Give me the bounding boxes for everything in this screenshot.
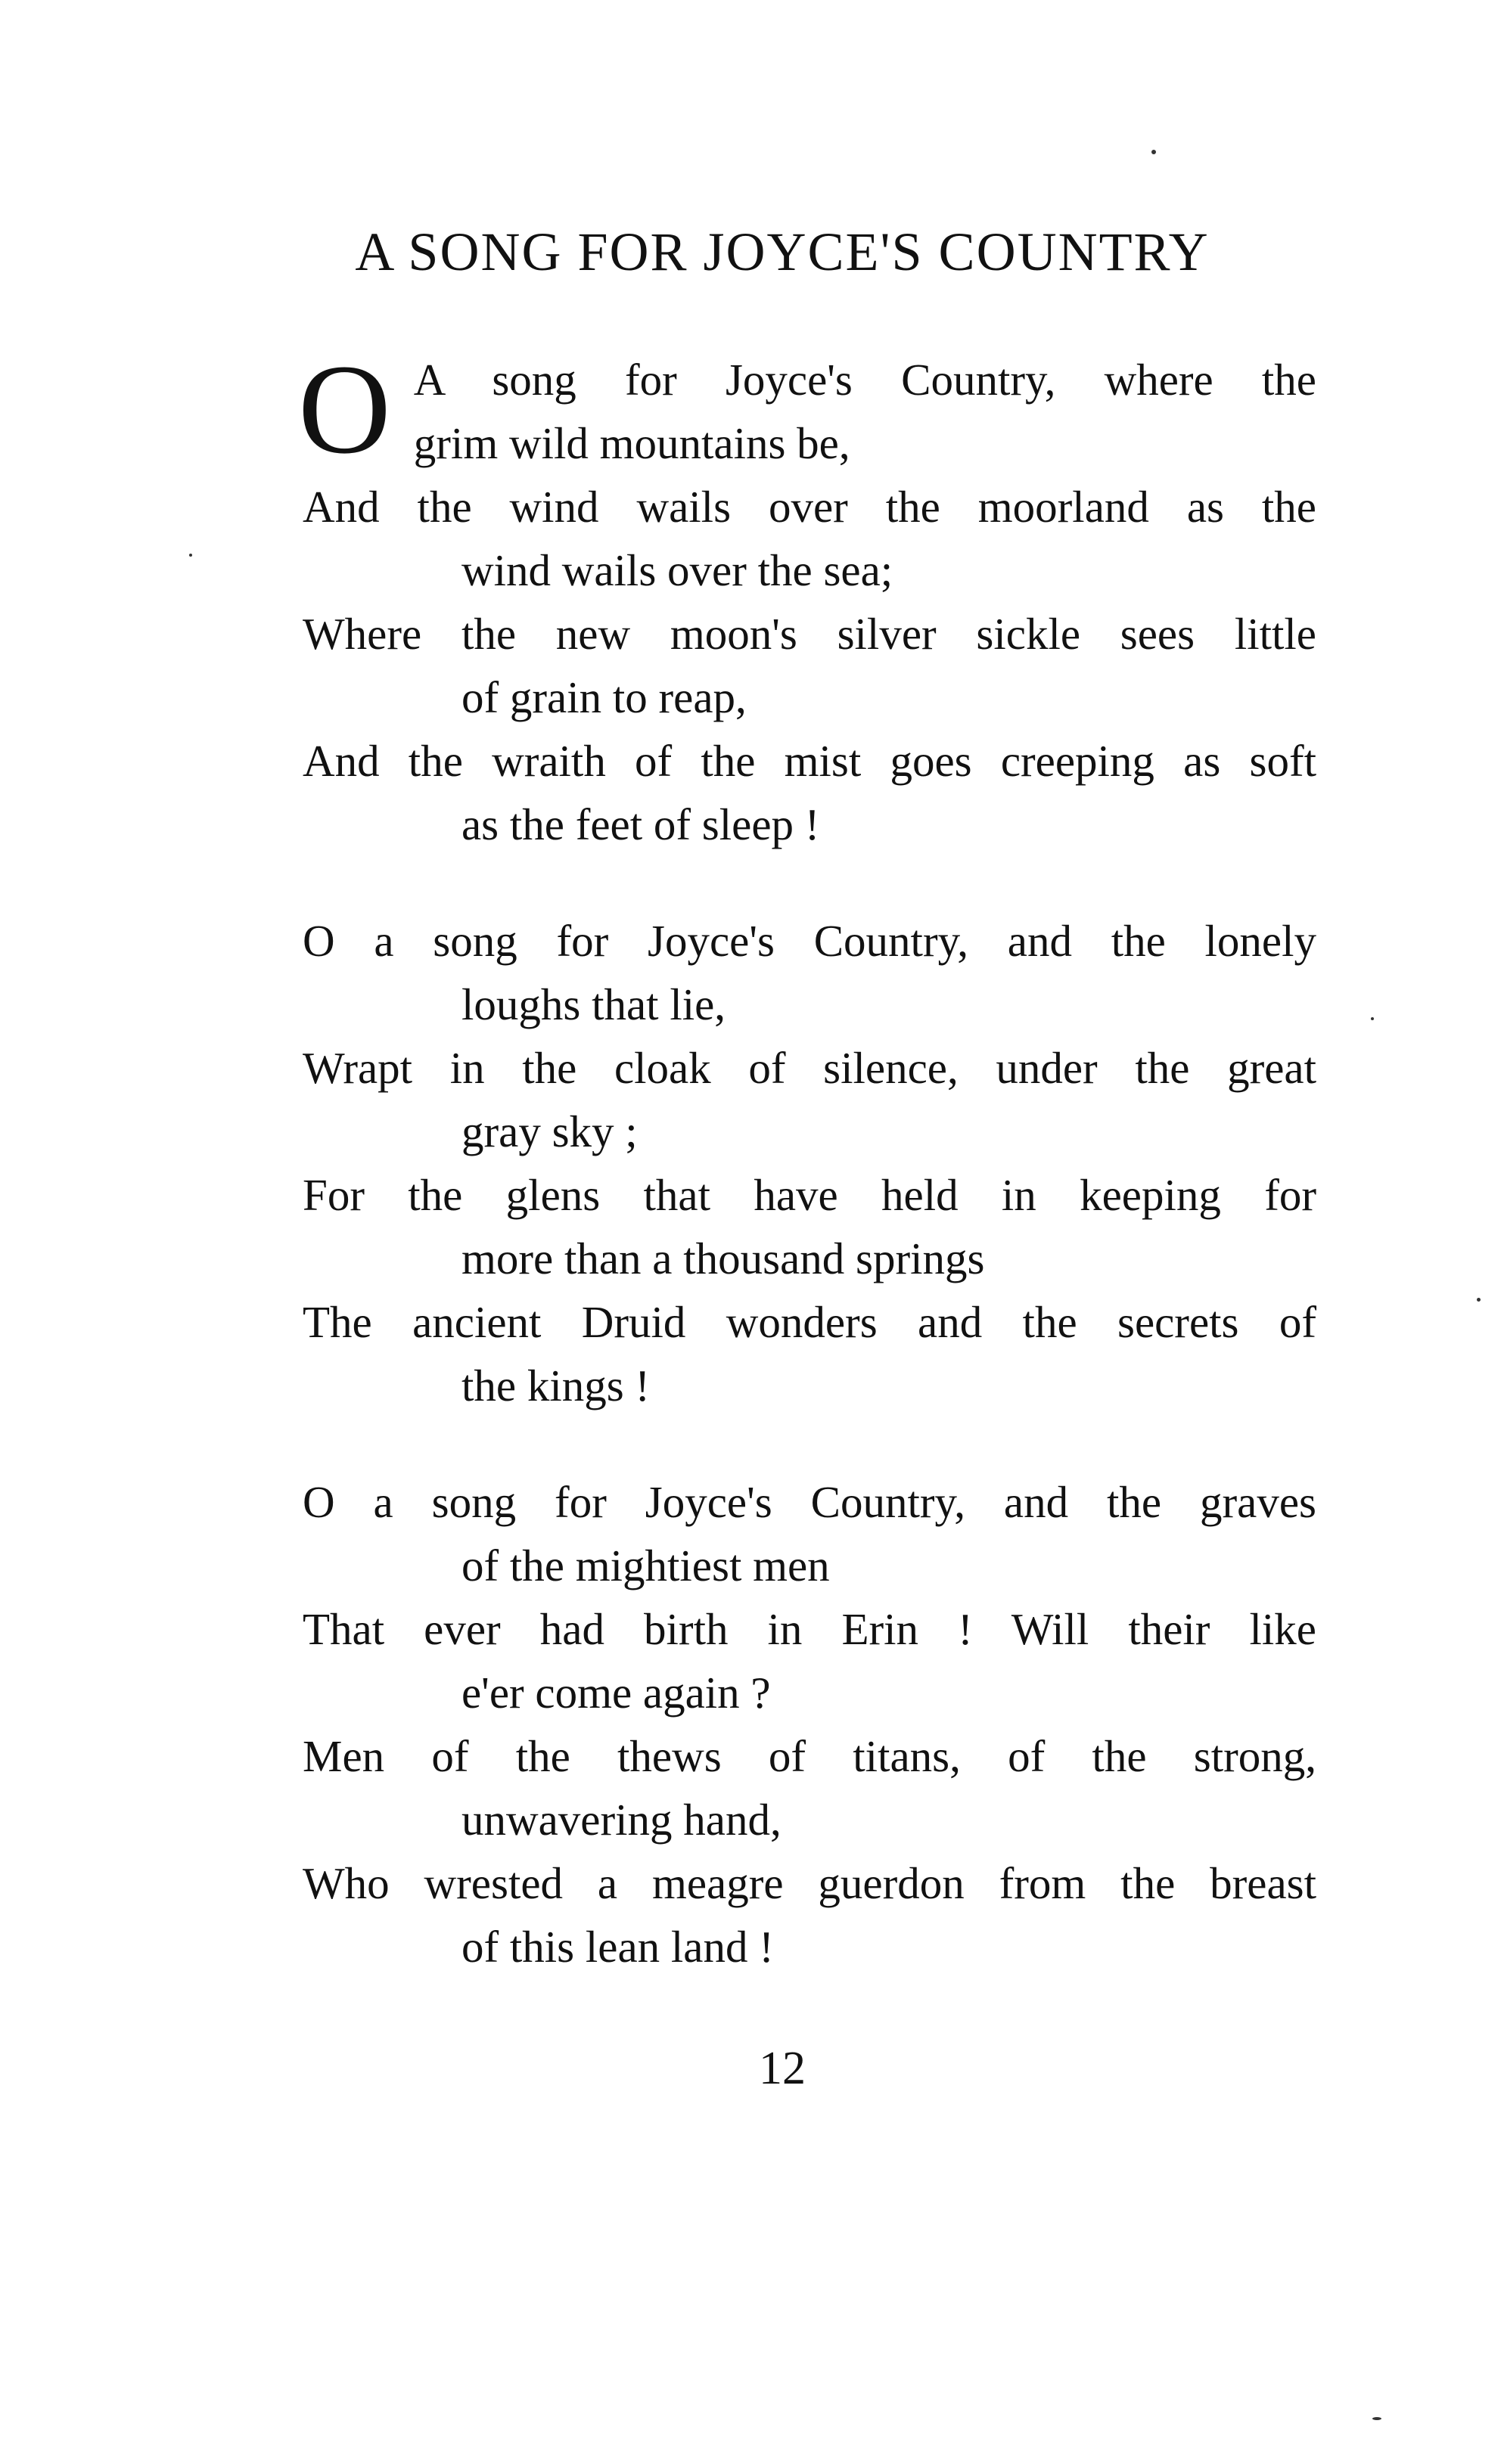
scan-speck: [1477, 1298, 1481, 1302]
drop-cap-block: [298, 338, 1316, 480]
poem-line: Wrapt in the cloak of silence, under the great: [303, 1043, 1316, 1093]
drop-cap: O: [298, 338, 391, 480]
poem-title: A SONG FOR JOYCE'S COUNTRY: [355, 222, 1210, 282]
scan-speck: [1372, 2417, 1381, 2420]
poem-line: more than a thousand springs: [461, 1234, 985, 1283]
poem-line: O a song for Joyce's Country, and the graves: [303, 1477, 1316, 1527]
stanza-1: [298, 338, 1316, 856]
poem-line: of this lean land !: [461, 1922, 774, 1972]
poem-line: the kings !: [461, 1361, 651, 1410]
stanza-2: [303, 909, 1316, 1417]
scan-speck: [189, 554, 192, 557]
poem-line: wind wails over the sea;: [461, 545, 893, 595]
poem-line: loughs that lie,: [461, 979, 726, 1029]
poem-line: Where the new moon's silver sickle sees little: [303, 609, 1316, 659]
poem-line: gray sky ;: [461, 1106, 638, 1156]
poem-body: [298, 338, 1316, 2031]
poem-line: Men of the thews of titans, of the strong,: [303, 1731, 1316, 1781]
poem-line: And the wraith of the mist goes creeping as soft: [303, 736, 1316, 786]
poem-line: That ever had birth in Erin ! Will their like: [303, 1604, 1316, 1654]
poem-line: of the mightiest men: [461, 1541, 830, 1590]
poem-line: e'er come again ?: [461, 1668, 771, 1718]
poem-line: grim wild mountains be,: [413, 418, 850, 468]
poem-line: unwavering hand,: [461, 1795, 782, 1845]
poem-line: as the feet of sleep !: [461, 799, 820, 849]
poem-line: O a song for Joyce's Country, and the lonely: [303, 916, 1316, 966]
scan-speck: [1371, 1017, 1374, 1020]
poem-line: The ancient Druid wonders and the secrets of: [303, 1297, 1316, 1347]
poem-line: And the wind wails over the moorland as the: [303, 482, 1316, 532]
scan-speck: [1151, 150, 1156, 154]
poem-line: of grain to reap,: [461, 672, 747, 722]
page-number: 12: [759, 2043, 806, 2094]
stanza-3: [303, 1470, 1316, 1978]
poem-line: A song for Joyce's Country, where the: [413, 355, 1316, 405]
poem-line: Who wrested a meagre guerdon from the breast: [303, 1858, 1316, 1908]
poem-line: For the glens that have held in keeping for: [303, 1170, 1316, 1220]
